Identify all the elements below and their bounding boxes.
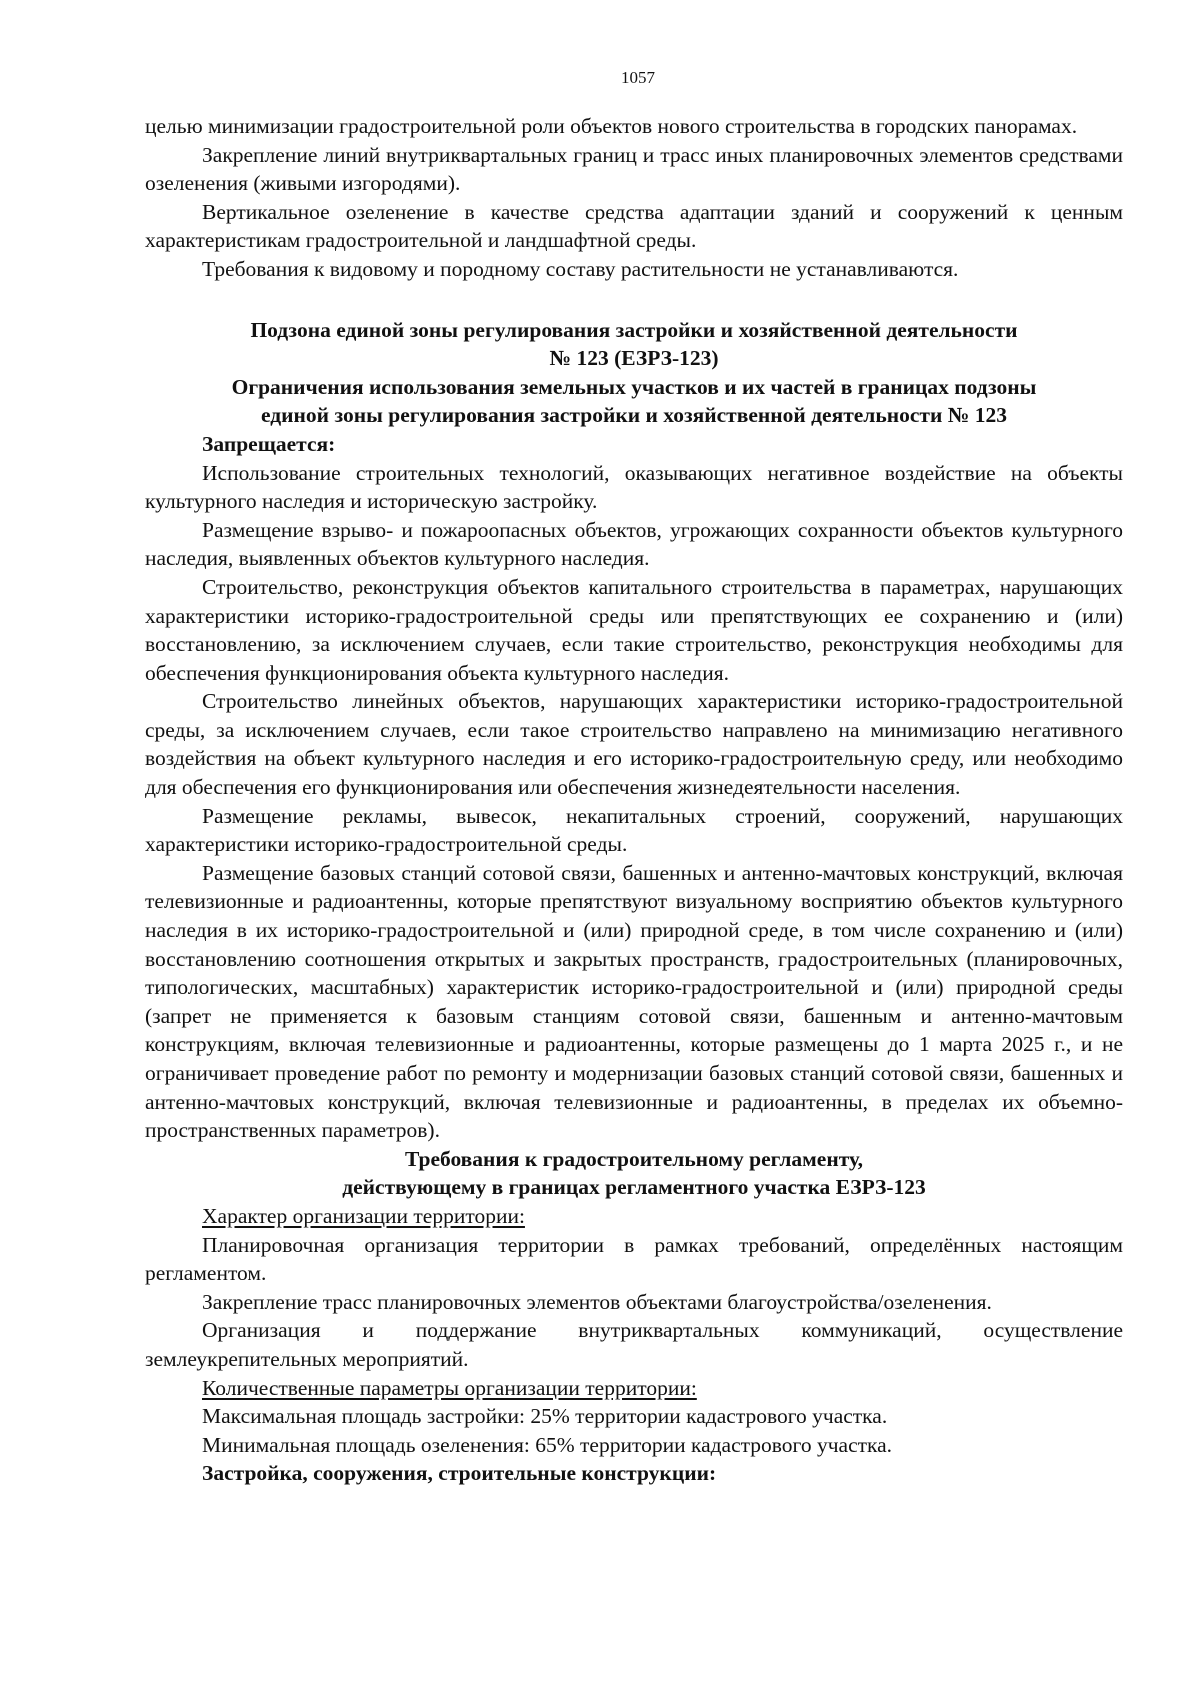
organization-item-3: Организация и поддержание внутриквартальных коммуникаций, осуществление землеукрепительных мероприятий. xyxy=(145,1318,1123,1371)
intro-paragraph-3: Вертикальное озеленение в качестве средства адаптации зданий и сооружений к ценным характеристикам градостроительной и ландшафтной среды. xyxy=(145,199,1123,253)
quantitative-item-1: Максимальная площадь застройки: 25% территории кадастрового участка. xyxy=(202,1404,888,1429)
organization-label: Характер организации территории: xyxy=(202,1203,525,1228)
intro-paragraph-1: целью минимизации градостроительной роли объектов нового строительства в городских панорамах. xyxy=(145,114,1078,138)
intro-paragraph-2: Закрепление линий внутриквартальных границ и трасс иных планировочных элементов средствами озеленения (живыми изгородями). xyxy=(145,142,1123,196)
organization-item-2: Закрепление трасс планировочных элементов объектами благоустройства/озеленения. xyxy=(202,1289,992,1314)
intro-paragraph-4: Требования к видовому и породному составу растительности не устанавливаются. xyxy=(202,256,959,281)
section-spacer xyxy=(145,284,1123,316)
subzone-title-line-2: № 123 (ЕЗРЗ-123) xyxy=(549,346,719,371)
quantitative-label: Количественные параметры организации территории: xyxy=(202,1375,697,1400)
prohibited-item-4: Строительство линейных объектов, нарушающих характеристики историко-градостроительной среды, за исключением случаев, если такое строительство направлено на минимизацию негативного воздействия на объект культурного наследия и его историко-градостроительную среду, или необходимо для обеспечения его функционирования или обеспечения жизнедеятельности населения. xyxy=(145,689,1123,800)
organization-item-1: Планировочная организация территории в рамках требований, определённых настоящим регламентом. xyxy=(145,1232,1123,1286)
prohibited-item-3: Строительство, реконструкция объектов капитального строительства в параметрах, нарушающих характеристики историко-градостроительной среды или препятствующих ее сохранению и (или) восстановлению, за исключением случаев, если такие строительство, реконструкция необходимы для обеспечения функционирования объекта культурного наследия. xyxy=(145,574,1123,685)
construction-label: Застройка, сооружения, строительные конструкции: xyxy=(202,1461,717,1486)
quantitative-item-2: Минимальная площадь озеленения: 65% территории кадастрового участка. xyxy=(202,1432,893,1457)
subzone-title-line-1: Подзона единой зоны регулирования застройки и хозяйственной деятельности xyxy=(250,317,1018,342)
prohibited-item-1: Использование строительных технологий, оказывающих негативное воздействие на объекты культурного наследия и историческую застройку. xyxy=(145,460,1123,514)
restrictions-heading-line-2: единой зоны регулирования застройки и хозяйственной деятельности № 123 xyxy=(261,403,1007,428)
restrictions-heading-line-1: Ограничения использования земельных участков и их частей в границах подзоны xyxy=(231,374,1037,399)
page-number: 1057 xyxy=(621,68,655,87)
document-page xyxy=(145,66,1123,1488)
prohibited-item-2: Размещение взрыво- и пожароопасных объектов, угрожающих сохранности объектов культурного наследия, выявленных объектов культурного наследия. xyxy=(145,517,1123,571)
prohibited-item-5: Размещение рекламы, вывесок, некапитальных строений, сооружений, нарушающих характеристики историко-градостроительной среды. xyxy=(145,803,1123,857)
regulation-title-line-2: действующему в границах регламентного участка ЕЗРЗ-123 xyxy=(342,1175,926,1200)
prohibited-item-6: Размещение базовых станций сотовой связи, башенных и антенно-мачтовых конструкций, включая телевизионные и радиоантенны, которые препятствуют визуальному восприятию объектов культурного наследия в их историко-градостроительной и (или) природной среде, в том числе сохранению и (или) восстановлению соотношения открытых и закрытых пространств, градостроительных (планировочных, типологических, масштабных) характеристик историко-градостроительной и (или) природной среды (запрет не применяется к базовым станциям сотовой связи, башенным и антенно-мачтовым конструкциям, включая телевизионные и радиоантенны, которые размещены до 1 марта 2025 г., и не ограничивает проведение работ по ремонту и модернизации базовых станций сотовой связи, башенных и антенно-мачтовых конструкций, включая телевизионные и радиоантенны, в пределах их объемно-пространственных параметров). xyxy=(145,860,1123,1143)
prohibited-label: Запрещается: xyxy=(202,431,336,456)
regulation-title-line-1: Требования к градостроительному регламенту, xyxy=(404,1146,863,1171)
